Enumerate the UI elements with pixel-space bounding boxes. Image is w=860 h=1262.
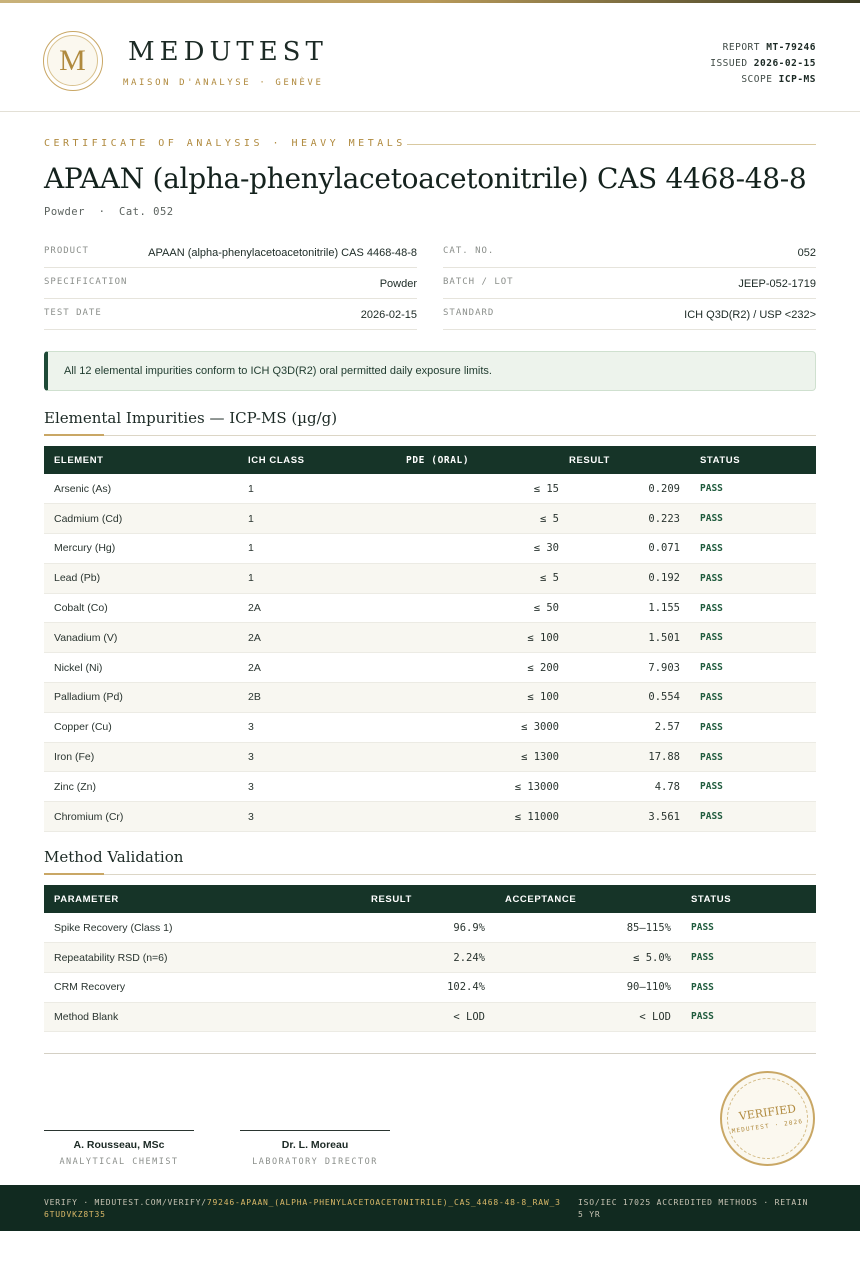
conformance-notice-text: All 12 elemental impurities conform to ICH Q3D(R2) oral permitted daily exposure limits. [64,365,492,377]
status-badge: PASS [690,742,816,772]
info-row-test-date [44,299,417,330]
signatory-role: LABORATORY DIRECTOR [252,1157,378,1167]
table-row [44,623,816,653]
brand-logo [43,31,103,91]
accreditation-note: ISO/IEC 17025 ACCREDITED METHODS · RETAIN 5 YR [578,1198,809,1219]
parameter-cell: CRM Recovery [44,972,351,1002]
element-cell: Mercury (Hg) [44,534,238,564]
status-badge: PASS [681,913,816,943]
result-cell: 102.4% [351,972,495,1002]
page-title: APAAN (alpha-phenylacetoacetonitrile) CAS 4468-48-8 [44,162,807,195]
pde-cell: ≤ 11000 [378,802,569,832]
status-badge: PASS [690,653,816,683]
status-badge: PASS [681,972,816,1002]
table-row [44,504,816,534]
pde-cell: ≤ 30 [378,534,569,564]
status-badge: PASS [690,712,816,742]
pde-cell: ≤ 100 [378,623,569,653]
pde-cell: ≤ 100 [378,683,569,713]
info-row-cat-no [443,237,816,268]
pde-cell: ≤ 15 [378,474,569,504]
page-subtitle: Powder · Cat. 052 [44,206,174,218]
status-badge: PASS [690,563,816,593]
signatory-name: Dr. L. Moreau [281,1139,349,1151]
info-row-specification [44,268,417,299]
kicker-divider [407,144,816,145]
table-header-row [44,885,816,913]
table-row [44,913,816,943]
table-row [44,712,816,742]
report-number: MT-79246 [766,42,816,53]
acceptance-cell: 90–110% [495,972,681,1002]
table-header-row [44,446,816,474]
report-meta [710,40,816,88]
class-cell: 1 [238,534,378,564]
brand-tagline: MAISON D'ANALYSE · GENÈVE [123,78,324,88]
result-cell: < LOD [351,1002,495,1032]
table-row [44,772,816,802]
issued-date: 2026-02-15 [753,58,816,69]
class-cell: 2A [238,653,378,683]
info-column-left [44,237,417,330]
column-header-pde: PDE (ORAL) [406,454,470,466]
page-footer [0,1185,860,1231]
status-badge: PASS [681,943,816,973]
class-cell: 1 [238,474,378,504]
column-header-element: ELEMENT [54,454,104,466]
issued-line: ISSUED 2026-02-15 [710,58,816,69]
info-row-batch [443,268,816,299]
element-cell: Nickel (Ni) [44,653,238,683]
table-row [44,1002,816,1032]
result-cell: 0.071 [569,534,690,564]
result-cell: 4.78 [569,772,690,802]
element-cell: Vanadium (V) [44,623,238,653]
element-cell: Iron (Fe) [44,742,238,772]
column-header-parameter: PARAMETER [54,893,119,905]
verify-line: VERIFY · MEDUTEST.COM/VERIFY/79246-APAAN_(ALPHA-PHENYLACETOACETONITRILE)_CAS_4468-48-8_RAW_36TUDVKZ8T35 [44,1198,561,1219]
parameter-cell: Spike Recovery (Class 1) [44,913,351,943]
column-header-status: STATUS [691,893,732,905]
acceptance-cell: 85–115% [495,913,681,943]
pde-cell: ≤ 5 [378,504,569,534]
class-cell: 3 [238,742,378,772]
element-cell: Copper (Cu) [44,712,238,742]
info-value: Powder [379,278,417,290]
class-cell: 3 [238,712,378,742]
pde-cell: ≤ 5 [378,563,569,593]
status-badge: PASS [690,802,816,832]
impurities-section-title: Elemental Impurities — ICP-MS (µg/g) [44,409,338,427]
element-cell: Chromium (Cr) [44,802,238,832]
element-cell: Arsenic (As) [44,474,238,504]
info-label: BATCH / LOT [443,277,514,287]
seal-subtext: MEDUTEST · 2026 [731,1118,804,1135]
info-label: PRODUCT [44,246,89,256]
info-value: 052 [797,247,816,259]
status-badge: PASS [690,504,816,534]
info-label: CAT. NO. [443,246,495,256]
pde-cell: ≤ 200 [378,653,569,683]
logo-monogram: M [47,35,98,86]
class-cell: 1 [238,504,378,534]
element-cell: Palladium (Pd) [44,683,238,713]
impurities-section-accent [44,434,104,436]
validation-table [44,885,816,1032]
column-header-result: RESULT [371,893,412,905]
class-cell: 2B [238,683,378,713]
result-cell: 2.24% [351,943,495,973]
result-cell: 96.9% [351,913,495,943]
brand-name: MEDUTEST [128,37,328,67]
verify-link[interactable]: 79246-APAAN_(ALPHA-PHENYLACETOACETONITRILE)_CAS_4468-48-8_RAW_36TUDVKZ8T35 [44,1198,561,1219]
result-cell: 7.903 [569,653,690,683]
class-cell: 1 [238,563,378,593]
acceptance-cell: ≤ 5.0% [495,943,681,973]
class-cell: 2A [238,593,378,623]
pde-cell: ≤ 50 [378,593,569,623]
page-header [0,3,860,112]
info-column-right [443,237,816,330]
pde-cell: ≤ 13000 [378,772,569,802]
column-header-class: ICH CLASS [248,454,305,466]
status-badge: PASS [681,1002,816,1032]
result-cell: 2.57 [569,712,690,742]
column-header-status: STATUS [700,454,741,466]
table-row [44,972,816,1002]
element-cell: Cadmium (Cd) [44,504,238,534]
result-cell: 17.88 [569,742,690,772]
column-header-acceptance: ACCEPTANCE [505,893,577,905]
scope-value: ICP-MS [778,74,816,85]
info-value: JEEP-052-1719 [738,278,816,290]
info-label: STANDARD [443,308,495,318]
info-value: 2026-02-15 [360,309,417,321]
element-cell: Cobalt (Co) [44,593,238,623]
seal-text: VERIFIED [738,1102,797,1123]
verified-seal [720,1071,815,1166]
info-label: SPECIFICATION [44,277,128,287]
status-badge: PASS [690,623,816,653]
info-row-standard [443,299,816,330]
content-end-rule [44,1053,816,1054]
status-badge: PASS [690,683,816,713]
scope-line: SCOPE ICP-MS [741,74,816,85]
status-badge: PASS [690,593,816,623]
conformance-notice [44,351,816,391]
class-cell: 2A [238,623,378,653]
table-row [44,534,816,564]
pde-cell: ≤ 1300 [378,742,569,772]
table-row [44,802,816,832]
table-row [44,474,816,504]
impurities-section-rule [44,435,816,436]
info-row-product [44,237,417,268]
table-row [44,943,816,973]
class-cell: 3 [238,802,378,832]
table-row [44,563,816,593]
status-badge: PASS [690,772,816,802]
result-cell: 0.223 [569,504,690,534]
info-value: APAAN (alpha-phenylacetoacetonitrile) CAS 4468-48-8 [148,247,417,259]
acceptance-cell: < LOD [495,1002,681,1032]
certificate-kicker: CERTIFICATE OF ANALYSIS · HEAVY METALS [44,138,406,149]
table-row [44,742,816,772]
result-cell: 0.192 [569,563,690,593]
column-header-result: RESULT [569,454,610,466]
info-value: ICH Q3D(R2) / USP <232> [684,309,816,321]
parameter-cell: Method Blank [44,1002,351,1032]
table-row [44,593,816,623]
validation-section-rule [44,874,816,875]
element-cell: Lead (Pb) [44,563,238,593]
result-cell: 0.554 [569,683,690,713]
validation-section-accent [44,873,104,875]
impurities-table [44,446,816,832]
result-cell: 1.155 [569,593,690,623]
report-number-line: REPORT MT-79246 [722,42,816,53]
signature-director [240,1130,390,1167]
class-cell: 3 [238,772,378,802]
signature-analyst [44,1130,194,1167]
table-row [44,653,816,683]
info-label: TEST DATE [44,308,102,318]
result-cell: 3.561 [569,802,690,832]
signatory-name: A. Rousseau, MSc [73,1139,165,1151]
pde-cell: ≤ 3000 [378,712,569,742]
signatory-role: ANALYTICAL CHEMIST [59,1157,179,1167]
status-badge: PASS [690,474,816,504]
table-row [44,683,816,713]
result-cell: 0.209 [569,474,690,504]
parameter-cell: Repeatability RSD (n=6) [44,943,351,973]
status-badge: PASS [690,534,816,564]
element-cell: Zinc (Zn) [44,772,238,802]
validation-section-title: Method Validation [44,848,184,866]
result-cell: 1.501 [569,623,690,653]
